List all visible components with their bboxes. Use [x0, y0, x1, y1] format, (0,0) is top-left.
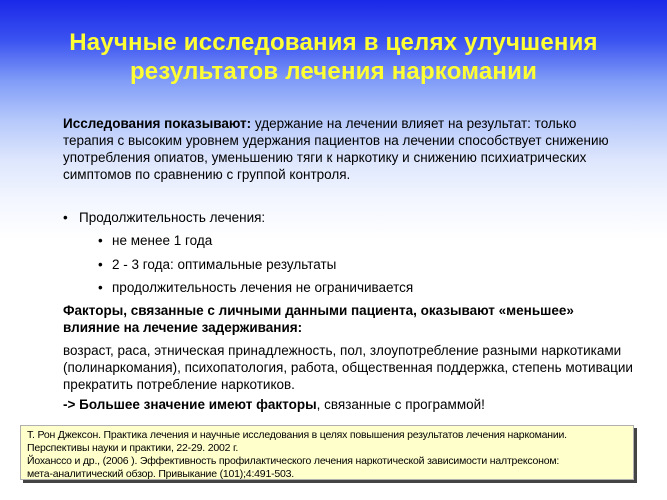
bullet-icon: •	[98, 257, 103, 272]
duration-heading-text: Продолжительность лечения:	[79, 210, 266, 225]
intro-paragraph	[63, 115, 623, 183]
program-factors-text: , связанные с программой!	[316, 397, 485, 412]
intro-text: удержание на лечении влияет на результат: только терапия с высоким уровнем удержания пациентов на лечении способствует снижению употребления опиатов, уменьшению тяги к наркотику и снижению психиатрических симптомов по сравнению с группой контроля.	[63, 116, 609, 182]
reference-line: мета-аналитический обзор. Привыкание (101);4:491-503.	[27, 468, 295, 480]
reference-line: Т. Рон Джексон. Практика лечения и научные исследования в целях повышения результатов лечения наркомании.	[27, 429, 567, 441]
duration-heading	[63, 209, 623, 226]
duration-item-text: не менее 1 года	[112, 233, 213, 248]
duration-item	[98, 257, 336, 272]
duration-item	[98, 233, 212, 248]
reference-line: Перспективы науки и практики, 22-29. 2002 г.	[27, 442, 239, 454]
title-line-1: Научные исследования в целях улучшения	[69, 29, 598, 56]
factors-heading: Факторы, связанные с личными данными пациента, оказывают «меньшее» влияние на лечение задерживания:	[63, 303, 574, 335]
duration-item	[98, 280, 413, 295]
references-box	[20, 425, 634, 480]
factors-description: возраст, раса, этническая принадлежность, пол, злоупотребление разными наркотиками (полинаркомания), психопатология, работа, общественная поддержка, степень мотивации прекратить потребление наркотиков.	[63, 343, 633, 392]
bullet-icon: •	[98, 233, 103, 248]
duration-item-text: продолжительность лечения не ограничивается	[112, 280, 414, 295]
bullet-icon: •	[98, 280, 103, 295]
bullet-icon: •	[63, 210, 68, 225]
title-line-2: результатов лечения наркомании	[129, 58, 538, 85]
slide-title	[0, 28, 667, 86]
program-factors-bold: -> Большее значение имеют факторы	[63, 397, 317, 412]
program-factors-note	[63, 396, 643, 413]
intro-bold-lead: Исследования показывают:	[63, 116, 252, 131]
duration-item-text: 2 - 3 года: оптимальные результаты	[112, 257, 337, 272]
reference-line: Йохансcо и др., (2006 ). Эффективность профилактического лечения наркотической зависимости налтрексоном:	[27, 455, 560, 467]
